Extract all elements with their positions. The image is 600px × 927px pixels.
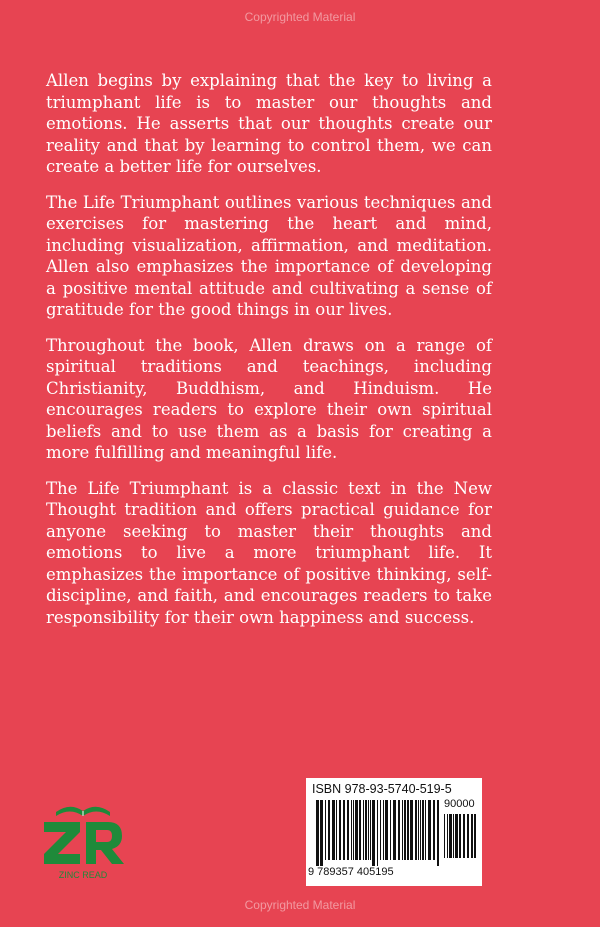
isbn-label: ISBN 978-93-5740-519-5	[312, 782, 452, 796]
barcode-bar	[365, 800, 367, 860]
barcode-bar	[393, 800, 396, 860]
barcode-bar	[474, 814, 476, 858]
barcode-bar	[463, 814, 465, 858]
barcode-bar	[385, 800, 388, 860]
watermark-bottom: Copyrighted Material	[244, 898, 356, 912]
barcode-bar	[467, 814, 469, 858]
barcode-bar	[404, 800, 406, 860]
barcode-bar	[325, 800, 326, 860]
barcode-bar	[351, 800, 352, 860]
barcode-bar	[383, 800, 384, 860]
barcode-bar	[425, 800, 426, 860]
barcode-bar	[359, 800, 361, 860]
barcode-bar	[407, 800, 409, 860]
barcode-bar	[332, 800, 335, 860]
zr-book-logo-icon	[36, 798, 130, 888]
barcode-bar	[402, 800, 403, 860]
barcode-bar	[455, 814, 458, 858]
barcode-bar	[415, 800, 417, 860]
barcode-bar	[437, 800, 439, 866]
barcode-bar	[398, 800, 400, 860]
barcode-bar	[444, 814, 445, 858]
barcode-bar	[390, 800, 391, 860]
paragraph: Throughout the book, Allen draws on a range of spiritual traditions and teachings, including Christianity, Buddhism, and Hinduism. He encourages readers to explore their own spiritual beliefs and to use them as a basis for creating a more fulfilling and meaningful life.	[46, 335, 492, 462]
barcode-bar	[459, 814, 461, 858]
barcode-bar	[428, 800, 431, 860]
back-cover-description	[46, 70, 492, 642]
barcode-bar	[453, 814, 454, 858]
barcode-bar	[372, 800, 375, 866]
barcode-bar	[353, 800, 354, 860]
barcode-bar	[418, 800, 419, 860]
barcode-bar	[410, 800, 413, 860]
paragraph: The Life Triumphant outlines various techniques and exercises for mastering the heart and mind, including visualization, affirmation, and meditation. Allen also emphasizes the importance of developing a positive mental attitude and cultivating a sense of gratitude for the good things in our lives.	[46, 192, 492, 319]
paragraph: Allen begins by explaining that the key to living a triumphant life is to master our thoughts and emotions. He asserts that our thoughts create our reality and that by learning to control them, we can create a better life for ourselves.	[46, 71, 492, 176]
barcode-bar	[343, 800, 345, 860]
isbn-barcode	[306, 778, 482, 886]
publisher-logo	[36, 798, 130, 888]
barcode-bar	[320, 800, 323, 866]
barcode-bar	[347, 800, 349, 860]
barcode-addon-number: 90000	[444, 798, 475, 810]
barcode-bar	[422, 800, 424, 860]
barcode-bar	[380, 800, 381, 860]
logo-text: ZINC READ	[58, 870, 108, 880]
barcode-bar	[433, 800, 435, 860]
barcode-bar	[447, 814, 448, 858]
barcode-bar	[339, 800, 341, 860]
barcode-bar	[328, 800, 330, 860]
barcode-bar	[355, 800, 358, 860]
barcode-bar	[363, 800, 364, 860]
barcode-bar	[449, 814, 452, 858]
addon-barcode-bars	[444, 814, 476, 864]
barcode-bar	[336, 800, 337, 860]
barcode-bar	[377, 800, 378, 866]
ean-digits: 9 789357 405195	[308, 866, 394, 878]
barcode-bar	[370, 800, 371, 860]
barcode-bar	[471, 814, 473, 858]
barcode-bar	[316, 800, 319, 866]
barcode-bar	[420, 800, 421, 860]
watermark-top: Copyrighted Material	[244, 10, 356, 24]
ean-barcode-bars	[316, 800, 440, 866]
paragraph: The Life Triumphant is a classic text in the New Thought tradition and offers practical guidance for anyone seeking to master their thoughts and emotions to live a more triumphant life. It emphasizes the importance of positive thinking, self-discipline, and faith, and encourages readers to take responsibility for their own happiness and success.	[46, 478, 492, 627]
barcode-bar	[368, 800, 369, 860]
